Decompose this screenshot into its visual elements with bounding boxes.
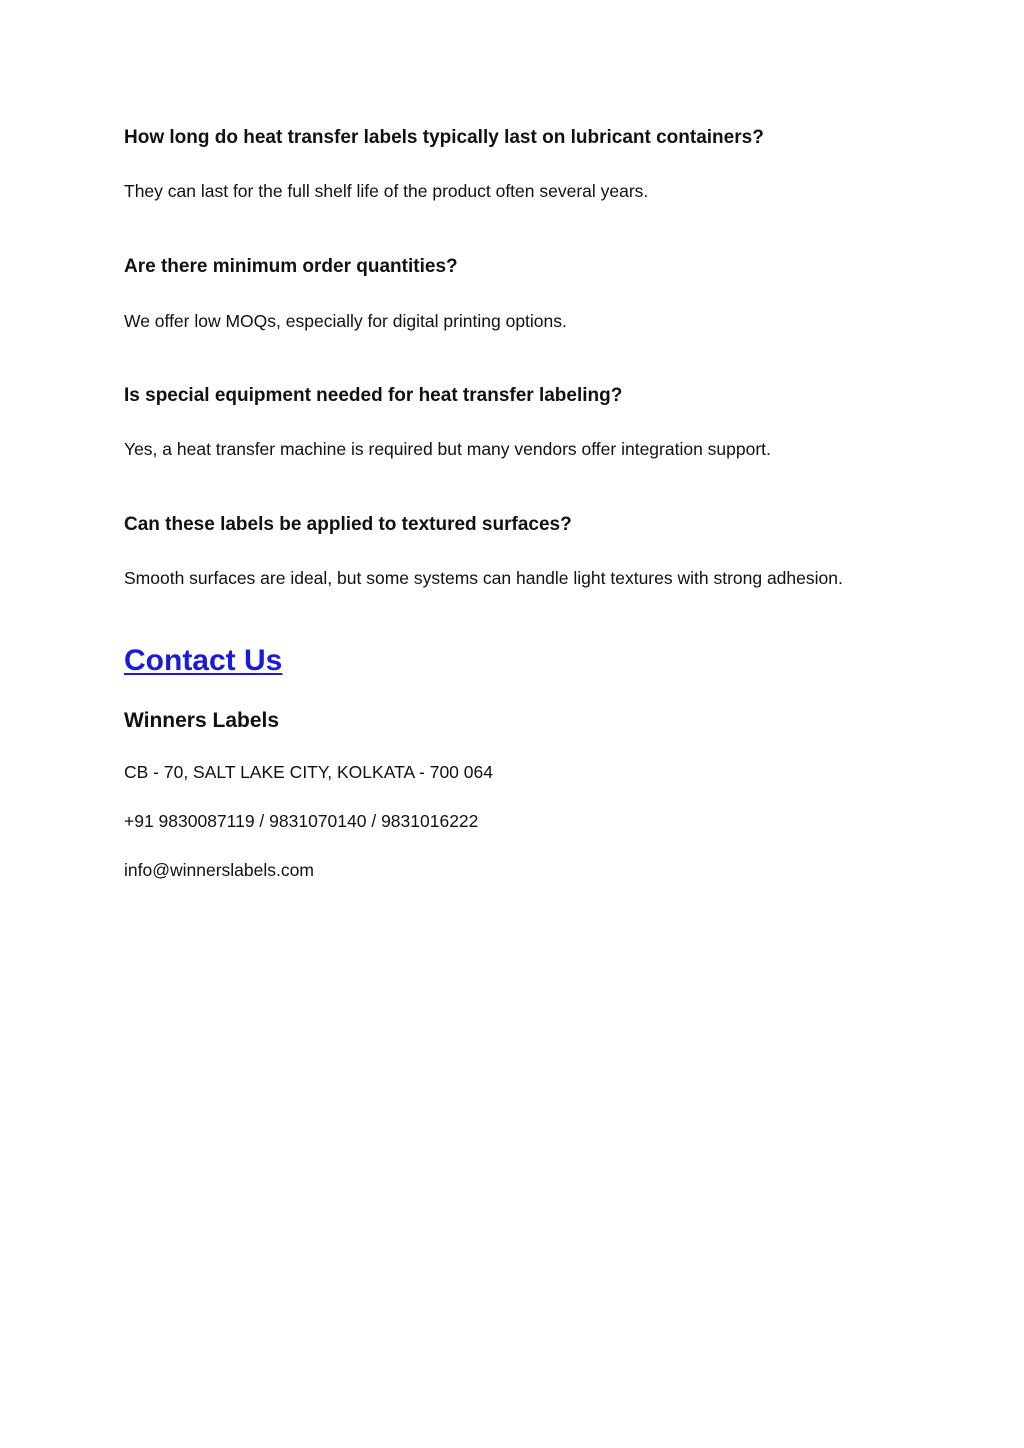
faq-question-2: Are there minimum order quantities? (124, 256, 458, 277)
faq-question-4: Can these labels be applied to textured surfaces? (124, 514, 572, 535)
faq-answer-2: We offer low MOQs, especially for digital printing options. (124, 311, 567, 331)
faq-answer-1: They can last for the full shelf life of the product often several years. (124, 181, 649, 201)
faq-answer-4: Smooth surfaces are ideal, but some systems can handle light textures with strong adhesion. (124, 568, 843, 588)
contact-us-link[interactable]: Contact Us (124, 644, 283, 677)
faq-answer-3: Yes, a heat transfer machine is required but many vendors offer integration support. (124, 439, 771, 459)
faq-question-3: Is special equipment needed for heat transfer labeling? (124, 385, 623, 406)
company-address: CB - 70, SALT LAKE CITY, KOLKATA - 700 064 (124, 762, 493, 782)
faq-question-1: How long do heat transfer labels typically last on lubricant containers? (124, 127, 764, 148)
company-email: info@winnerslabels.com (124, 860, 314, 880)
company-phone: +91 9830087119 / 9831070140 / 9831016222 (124, 811, 479, 831)
company-name: Winners Labels (124, 709, 280, 732)
